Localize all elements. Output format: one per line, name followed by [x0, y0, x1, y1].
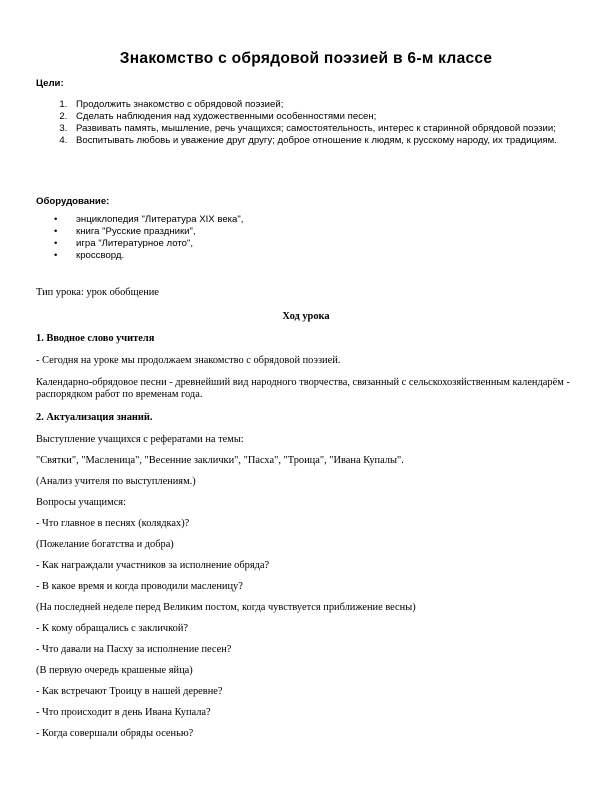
- text-line: (На последней неделе перед Великим постом, когда чувствуется приближение весны): [36, 602, 416, 613]
- lesson-course-heading: Ход урока: [282, 311, 330, 322]
- equipment-item: • энциклопедия "Литература XIX века",: [70, 214, 610, 226]
- text-line: (В первую очередь крашеные яйца): [36, 665, 193, 676]
- text-line: - Как встречают Троицу в нашей деревне?: [36, 686, 223, 697]
- text-line: - В какое время и когда проводили масленицу?: [36, 581, 243, 592]
- text-line: - К кому обращались с закличкой?: [36, 623, 188, 634]
- text-line: - Что происходит в день Ивана Купала?: [36, 707, 211, 718]
- equipment-item: • книга "Русские праздники",: [70, 226, 610, 238]
- equipment-item: • игра "Литературное лото",: [70, 238, 610, 250]
- text-line: (Пожелание богатства и добра): [36, 539, 174, 550]
- text-line: Вопросы учащимся:: [36, 497, 126, 508]
- text-line: - Что давали на Пасху за исполнение песен?: [36, 644, 232, 655]
- text-line: - Когда совершали обряды осенью?: [36, 728, 194, 739]
- goal-item: 4. Воспитывать любовь и уважение друг другу; доброе отношение к людям, к русскому народу, их традициям.: [70, 135, 610, 147]
- goal-item: 3. Развивать память, мышление, речь учащихся; самостоятельность, интерес к старинной обрядовой поэзии;: [70, 123, 610, 135]
- page-title: Знакомство с обрядовой поэзией в 6-м классе: [119, 50, 493, 67]
- section1-paragraph: - Сегодня на уроке мы продолжаем знакомство с обрядовой поэзией.: [36, 355, 341, 366]
- goal-item: 1. Продолжить знакомство с обрядовой поэзией;: [70, 99, 610, 111]
- goals-heading: Цели:: [36, 78, 64, 89]
- section1-heading: 1. Вводное слово учителя: [36, 333, 155, 344]
- section1-paragraph: Календарно-обрядовое песни - древнейший вид народного творчества, связанный с сельскохозяйственным календарём - распорядком работ по временам года.: [36, 377, 570, 400]
- text-line: - Как награждали участников за исполнение обряда?: [36, 560, 270, 571]
- lesson-type: Тип урока: урок обобщение: [36, 287, 159, 298]
- goals-list: [36, 99, 610, 147]
- goal-item: 2. Сделать наблюдения над художественными особенностями песен;: [70, 111, 610, 123]
- text-line: - Что главное в песнях (колядках)?: [36, 518, 190, 529]
- text-line: "Святки", "Масленица", "Весенние заклички", "Пасха", "Троица", "Ивана Купалы".: [36, 455, 404, 466]
- section2-heading: 2. Актуализация знаний.: [36, 412, 153, 423]
- equipment-item: • кроссворд.: [70, 250, 610, 262]
- equipment-heading: Оборудование:: [36, 196, 110, 207]
- text-line: (Анализ учителя по выступлениям.): [36, 476, 196, 487]
- equipment-list: [36, 214, 610, 262]
- text-line: Выступление учащихся с рефератами на темы:: [36, 434, 244, 445]
